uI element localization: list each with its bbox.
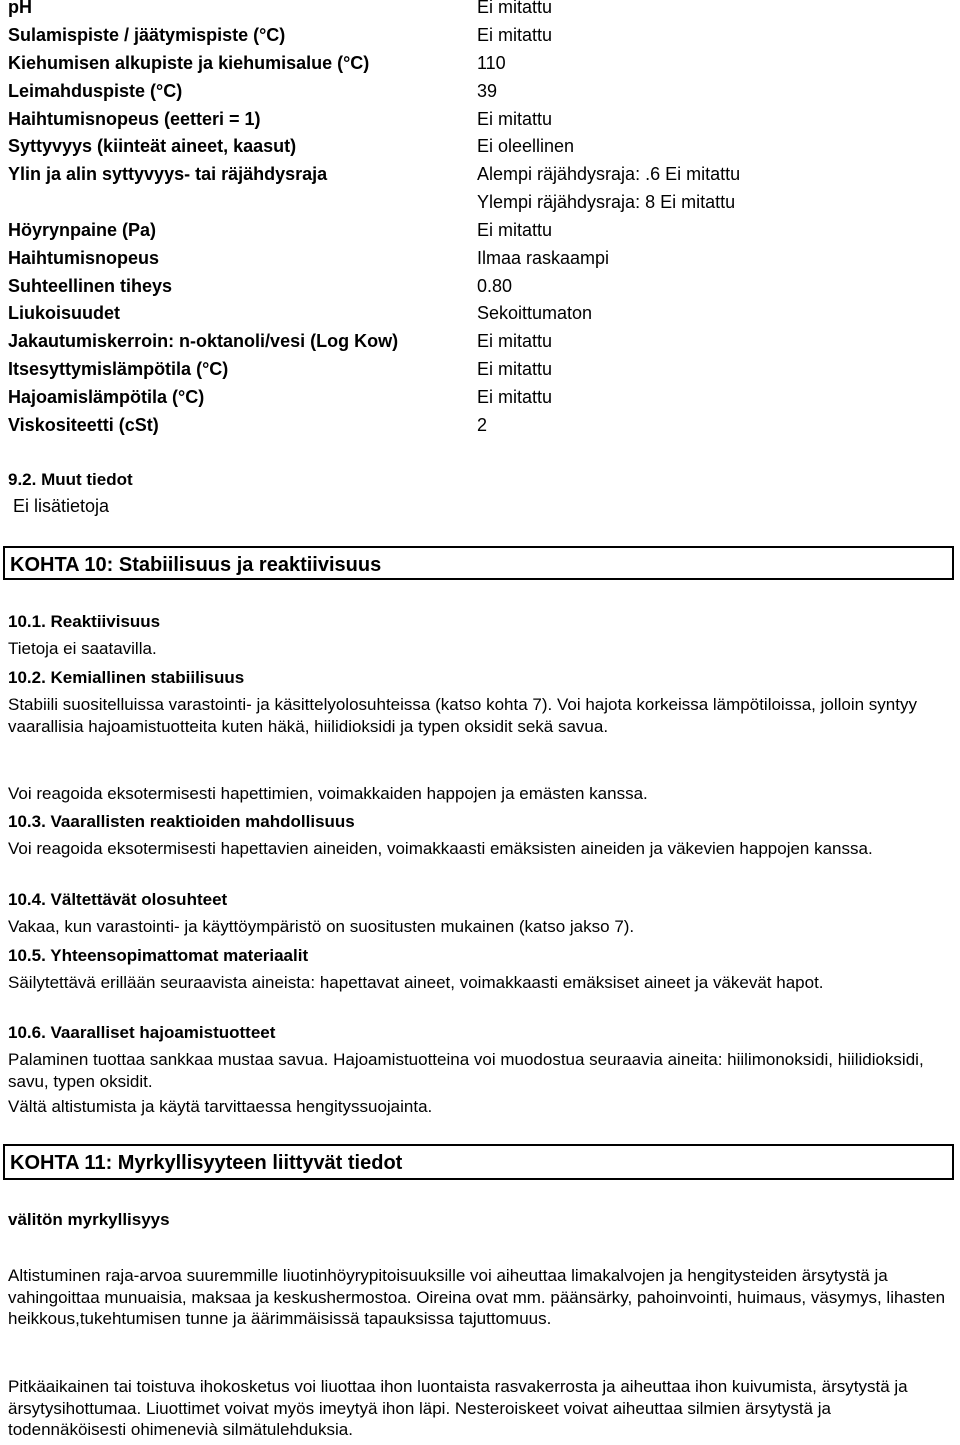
prop-label: pH: [8, 0, 32, 17]
prop-value: Ei mitattu: [477, 359, 553, 379]
section-9-2-heading: 9.2. Muut tiedot: [8, 470, 133, 489]
section-10-2-text: Stabiili suositelluissa varastointi- ja käsittelyolosuhteissa (katso kohta 7). Voi hajota korkeissa lämpötiloissa, jolloin syntyy vaarallisia hajoamistuotteita kuten häkä, hiilidioksidi ja typen oksidit sekä savua.: [8, 695, 917, 736]
section-10-title: KOHTA 10: Stabiilisuus ja reaktiivisuus: [3, 546, 954, 580]
prop-label: Kiehumisen alkupiste ja kiehumisalue (°C): [8, 53, 370, 73]
prop-label: Viskositeetti (cSt): [8, 415, 159, 435]
prop-value: 2: [477, 415, 488, 435]
prop-label: Leimahduspiste (°C): [8, 81, 183, 101]
prop-label: Sulamispiste / jäätymispiste (°C): [8, 25, 286, 45]
prop-value: Ei mitattu: [477, 220, 553, 240]
prop-value: Ei mitattu: [477, 387, 553, 407]
prop-label: Höyrynpaine (Pa): [8, 220, 157, 240]
section-11-title: KOHTA 11: Myrkyllisyyteen liittyvät tiedot: [3, 1144, 954, 1180]
section-10-1-heading: 10.1. Reaktiivisuus: [8, 612, 161, 631]
prop-value: 0.80: [477, 276, 513, 296]
section-11-paragraph-1: Altistuminen raja-arvoa suuremmille liuotinhöyrypitoisuuksille voi aiheuttaa limakalvojen ja hengitysteiden ärsytystä ja vahingoittaa munuaisia, maksaa ja keskushermostoa. Oireina ovat mm. päänsärky, pahoinvointi, huimaus, väsymys, lihasten heikkous,tukehtumisen tunne ja äärimmäisissä tapauksissa tajuttomuus.: [8, 1266, 946, 1328]
prop-label: Syttyvyys (kiinteät aineet, kaasut): [8, 136, 297, 156]
prop-label: Jakautumiskerroin: n-oktanoli/vesi (Log Kow): [8, 331, 399, 351]
section-9-2-text: Ei lisätietoja: [13, 496, 110, 516]
prop-value: Ilmaa raskaampi: [477, 248, 610, 268]
prop-value: 110: [477, 53, 506, 73]
section-10-2-text2: Voi reagoida eksotermisesti hapettimien, voimakkaiden happojen ja emästen kanssa.: [8, 784, 648, 803]
prop-value: Ei mitattu: [477, 109, 553, 129]
section-11-paragraph-2: Pitkäaikainen tai toistuva ihokosketus voi liuottaa ihon luontaista rasvakerrosta ja aiheuttaa ihon kuivumista, ärsytystä ja ärsytysihottumaa. Liuottimet voivat myös imeytyä ihon läpi. Nesteroiskeet voivat aiheuttaa silmien ärsytystä ja todennäköisesti ohimenevià silmätulehduksia.: [8, 1377, 908, 1439]
prop-label: Haihtumisnopeus (eetteri = 1): [8, 109, 261, 129]
section-10-2-heading: 10.2. Kemiallinen stabiilisuus: [8, 668, 245, 687]
section-10-5-text: Säilytettävä erillään seuraavista aineista: hapettavat aineet, voimakkaasti emäksiset aineet ja väkevät hapot.: [8, 973, 824, 992]
section-11-subheading: välitön myrkyllisyys: [8, 1210, 170, 1229]
prop-value: Ei mitattu: [477, 0, 553, 17]
prop-value-line2: Ylempi räjähdysraja: 8 Ei mitattu: [477, 192, 736, 212]
prop-label: Ylin ja alin syttyvyys- tai räjähdysraja: [8, 164, 328, 184]
section-10-6-text: Palaminen tuottaa sankkaa mustaa savua. Hajoamistuotteina voi muodostua seuraavia aineita: hiilimonoksidi, hiilidioksidi, savu, typen oksidit.: [8, 1050, 924, 1091]
prop-label: Hajoamislämpötila (°C): [8, 387, 205, 407]
prop-value: Ei oleellinen: [477, 136, 575, 156]
section-10-3-text: Voi reagoida eksotermisesti hapettavien aineiden, voimakkaasti emäksisten aineiden ja väkevien happojen kanssa.: [8, 839, 873, 858]
section-10-4-text: Vakaa, kun varastointi- ja käyttöympäristö on suositusten mukainen (katso jakso 7).: [8, 917, 635, 936]
prop-value: Sekoittumaton: [477, 303, 593, 323]
prop-value: Alempi räjähdysraja: .6 Ei mitattu: [477, 164, 741, 184]
section-10-1-text: Tietoja ei saatavilla.: [8, 639, 157, 658]
prop-value: 39: [477, 81, 498, 101]
prop-label: Suhteellinen tiheys: [8, 276, 173, 296]
section-10-4-heading: 10.4. Vältettävät olosuhteet: [8, 890, 228, 909]
prop-label: Haihtumisnopeus: [8, 248, 160, 268]
section-10-3-heading: 10.3. Vaarallisten reaktioiden mahdollisuus: [8, 812, 355, 831]
section-10-5-heading: 10.5. Yhteensopimattomat materiaalit: [8, 946, 309, 965]
prop-value: Ei mitattu: [477, 331, 553, 351]
prop-value: Ei mitattu: [477, 25, 553, 45]
section-10-6-text2: Vältä altistumista ja käytä tarvittaessa hengityssuojainta.: [8, 1097, 433, 1116]
section-10-6-heading: 10.6. Vaaralliset hajoamistuotteet: [8, 1023, 276, 1042]
prop-label: Liukoisuudet: [8, 303, 120, 323]
prop-label: Itsesyttymislämpötila (°C): [8, 359, 229, 379]
